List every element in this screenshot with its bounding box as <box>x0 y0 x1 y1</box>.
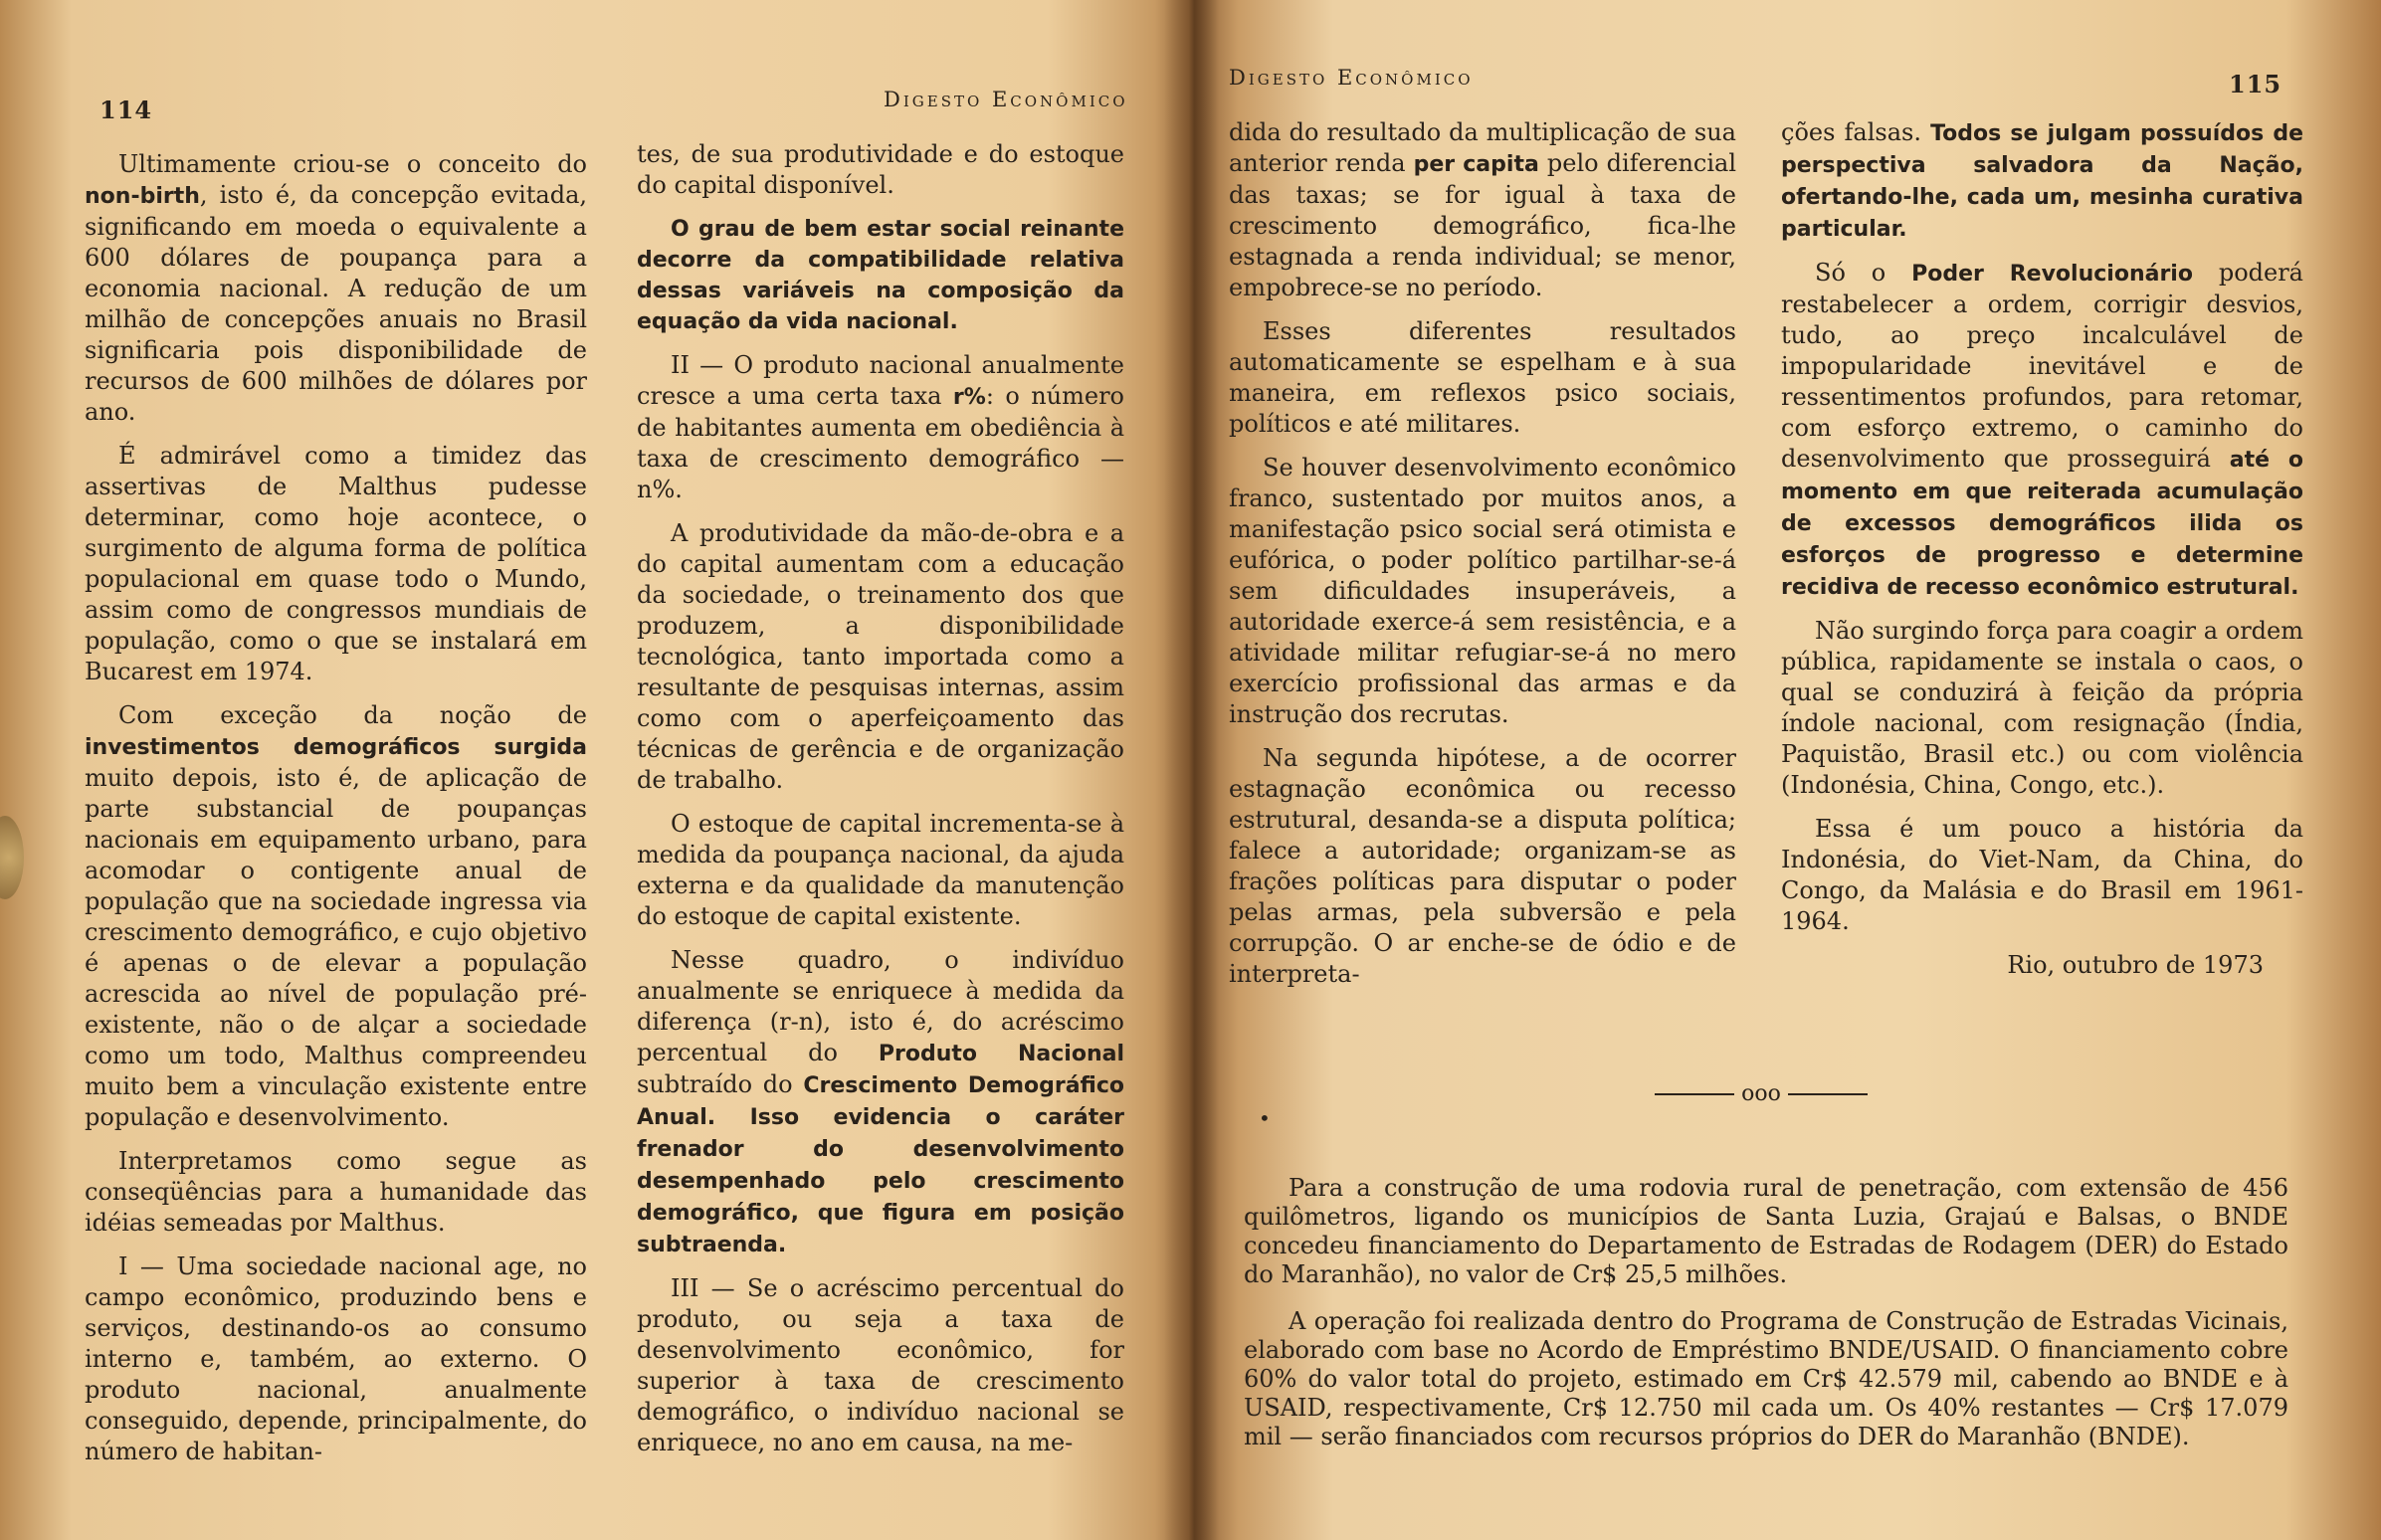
bold-run: Todos se julgam possuídos de perspectiva salvadora da Nação, ofertando-lhe, cada um, mesinha curativa particular. <box>1781 121 2304 242</box>
section-ornament <box>1637 1074 1885 1114</box>
text-run: A produtividade da mão-de-obra e a do capital aumentam com a educação da sociedade, o treinamento dos que produzem, a disponibilidade tecnológica, tanto importada como a resultante de pesquisas internas, assim como com o aperfeiçoamento das técnicas de gerência e de organização de trabalho. <box>637 519 1124 794</box>
text-run: O estoque de capital incrementa-se à medida da poupança nacional, da ajuda externa e da qualidade da manutenção do estoque de capital existente. <box>637 810 1124 930</box>
paragraph: O grau de bem estar social reinante decorre da compatibilidade relativa dessas variáveis na composição da equação da vida nacional. <box>637 217 1124 334</box>
text-run: Esses diferentes resultados automaticamente se espelham e à sua maneira, em reflexos psico sociais, políticos e até militares. <box>1229 317 1736 438</box>
bold-run: Produto Nacional <box>878 1042 1124 1066</box>
news-item <box>1244 1174 2288 1469</box>
paragraph <box>85 1251 587 1467</box>
bold-run: per capita <box>1413 152 1539 177</box>
bold-run: investimentos demográficos surgida <box>85 735 587 760</box>
left-column-1 <box>85 149 587 1480</box>
bold-run: Poder Revolucionário <box>1911 262 2193 287</box>
text-run: ções falsas. <box>1781 118 1931 146</box>
right-column-1 <box>1229 117 1736 1003</box>
paragraph <box>637 518 1124 796</box>
paragraph <box>1229 453 1736 730</box>
text-run: subtraído do <box>637 1070 804 1098</box>
text-run: Ultimamente criou-se o conceito do <box>118 150 587 178</box>
right-column-2 <box>1781 117 2303 994</box>
bold-run: Crescimento Demográfico Anual. Isso evidencia o caráter frenador do desenvolvimento desempenhado pelo crescimento demográfico, que figura em posição subtraenda. <box>637 1073 1125 1257</box>
ornament-line-left <box>1655 1093 1734 1095</box>
paragraph <box>1781 258 2303 603</box>
text-run: poderá restabelecer a ordem, corrigir desvios, tudo, ao preço incalculável de impopularidade inevitável e de ressentimentos profundos, para retomar, com esforço extremo, o caminho do desenvolvimento que prosseguirá <box>1781 259 2303 473</box>
paragraph <box>637 809 1124 932</box>
text-run: Essa é um pouco a história da Indonésia, do Viet-Nam, da China, do Congo, da Malásia e do Brasil em 1961-1964. <box>1781 815 2303 935</box>
text-run: tes, de sua produtividade e do estoque do capital disponível. <box>637 140 1124 199</box>
text-run: É admirável como a timidez das assertivas de Malthus pudesse determinar, como hoje acontece, o surgimento de alguma forma de política populacional em quase todo o Mundo, assim como de congressos mundiais de população, como o que se instalará em Bucarest em 1974. <box>85 442 587 685</box>
text-run: Na segunda hipótese, a de ocorrer estagnação econômica ou recesso estrutural, desanda-se a disputa política; falece a autoridade; organizam-se as frações políticas para disputar o poder pelas armas, pela subversão e pela corrupção. O ar enche-se de ódio e de interpreta- <box>1229 744 1736 988</box>
paragraph <box>85 1146 587 1239</box>
text-run: pelo diferencial das taxas; se for igual à taxa de crescimento demográfico, fica-lhe estagnada a renda individual; se menor, empobrece-se no período. <box>1229 149 1737 301</box>
ink-dot: • <box>1259 1106 1271 1130</box>
paragraph <box>637 1273 1124 1458</box>
text-run: Não surgindo força para coagir a ordem pública, rapidamente se instala o caos, o qual se conduzirá à feição da própria índole nacional, com resignação (Índia, Paquistão, Brasil etc.) ou com violência (Indonésia, China, Congo, etc.). <box>1781 617 2303 799</box>
text-run: muito depois, isto é, de aplicação de parte substancial de poupanças nacionais em equipamento urbano, para acomodar o contigente anual de população que na sociedade ingressa via crescimento demográfico, e cujo objetivo é apenas o de elevar a população acrescida ao nível de população pré-existente, não o de alçar a sociedade como um todo, Malthus compreendeu muito bem a vinculação existente entre população e desenvolvimento. <box>85 764 587 1131</box>
text-run: , isto é, da concepção evitada, significando em moeda o equivalente a 600 dólares de poupança para a economia nacional. A redução de um milhão de concepções anuais no Brasil significaria pois disponibilidade de recursos de 600 milhões de dólares por ano. <box>85 181 587 426</box>
paragraph <box>1781 117 2303 245</box>
left-page <box>0 0 1184 1540</box>
paragraph <box>1781 814 2303 937</box>
left-column-2 <box>637 139 1124 1471</box>
text-run: dida do resultado da multiplicação de sua anterior renda <box>1229 118 1736 177</box>
text-run: Se houver desenvolvimento econômico franco, sustentado por muitos anos, a manifestação psico social será otimista e eufórica, o poder político partilhar-se-á sem dificuldades insuperáveis, a autoridade exerce-á sem resistência, e a atividade militar refugiar-se-á no mero exercício profissional das armas e da instrução dos recrutas. <box>1229 454 1736 728</box>
bold-run: non-birth <box>85 184 200 209</box>
text-run: III — Se o acréscimo percentual do produto, ou seja a taxa de desenvolvimento econômico, for superior à taxa de crescimento demográfico, o indivíduo nacional se enriquece, no ano em causa, na me- <box>637 1274 1124 1456</box>
paragraph <box>85 149 587 428</box>
text-run: Só o <box>1815 259 1912 287</box>
running-head-left: Digesto Econômico <box>884 88 1128 111</box>
right-page <box>1199 0 2381 1540</box>
paragraph <box>637 350 1124 505</box>
paragraph <box>85 700 587 1133</box>
paragraph <box>1229 316 1736 440</box>
paragraph <box>1229 117 1736 303</box>
bold-run: r% <box>952 385 986 410</box>
dateline: Rio, outubro de 1973 <box>2007 951 2264 979</box>
paragraph <box>637 139 1124 201</box>
text-run: Interpretamos como segue as conseqüências para a humanidade das idéias semeadas por Malthus. <box>85 1147 587 1237</box>
news-paragraph: Para a construção de uma rodovia rural de penetração, com extensão de 456 quilômetros, ligando os municípios de Santa Luzia, Grajaú e Balsas, o BNDE concedeu financiamento do Departamento de Estradas de Rodagem (DER) do Estado do Maranhão), no valor de Cr$ 25,5 milhões. <box>1244 1174 2288 1288</box>
running-head-right: Digesto Econômico <box>1229 66 1474 90</box>
bold-run: até o momento em que reiterada acumulação de excessos demográficos ilida os esforços de progresso e determine recidiva de recesso econômico estrutural. <box>1781 448 2304 600</box>
text-run: Nesse quadro, o indivíduo anualmente se enriquece à medida da diferença (r-n), isto é, do acréscimo percentual do <box>637 946 1124 1066</box>
paragraph <box>85 441 587 687</box>
text-run: Com exceção da noção de <box>118 701 587 729</box>
page-number-right: 115 <box>2229 70 2282 98</box>
text-run: : o número de habitantes aumenta em obediência à taxa de crescimento demográfico — n%. <box>637 382 1124 503</box>
text-run: I — Uma sociedade nacional age, no campo econômico, produzindo bens e serviços, destinando-os ao consumo interno e, também, ao externo. O produto nacional, anualmente conseguido, depende, principalmente, do número de habitan- <box>85 1252 587 1465</box>
text-run: II — O produto nacional anualmente cresce a uma certa taxa <box>637 351 1124 410</box>
paragraph <box>1229 743 1736 990</box>
paragraph <box>637 945 1124 1260</box>
ornament-line-right <box>1788 1093 1868 1095</box>
ornament-glyph: ooo <box>1741 1081 1781 1106</box>
paragraph <box>1781 616 2303 801</box>
page-number-left: 114 <box>99 96 153 124</box>
news-paragraph: A operação foi realizada dentro do Programa de Construção de Estradas Vicinais, elaborado com base no Acordo de Empréstimo BNDE/USAID. O financiamento cobre 60% do valor total do projeto, estimado em Cr$ 42.579 mil, cabendo ao BNDE e à USAID, respectivamente, Cr$ 12.750 mil cada um. Os 40% restantes — Cr$ 17.079 mil — serão financiados com recursos próprios do DER do Maranhão (BNDE). <box>1244 1307 2288 1450</box>
